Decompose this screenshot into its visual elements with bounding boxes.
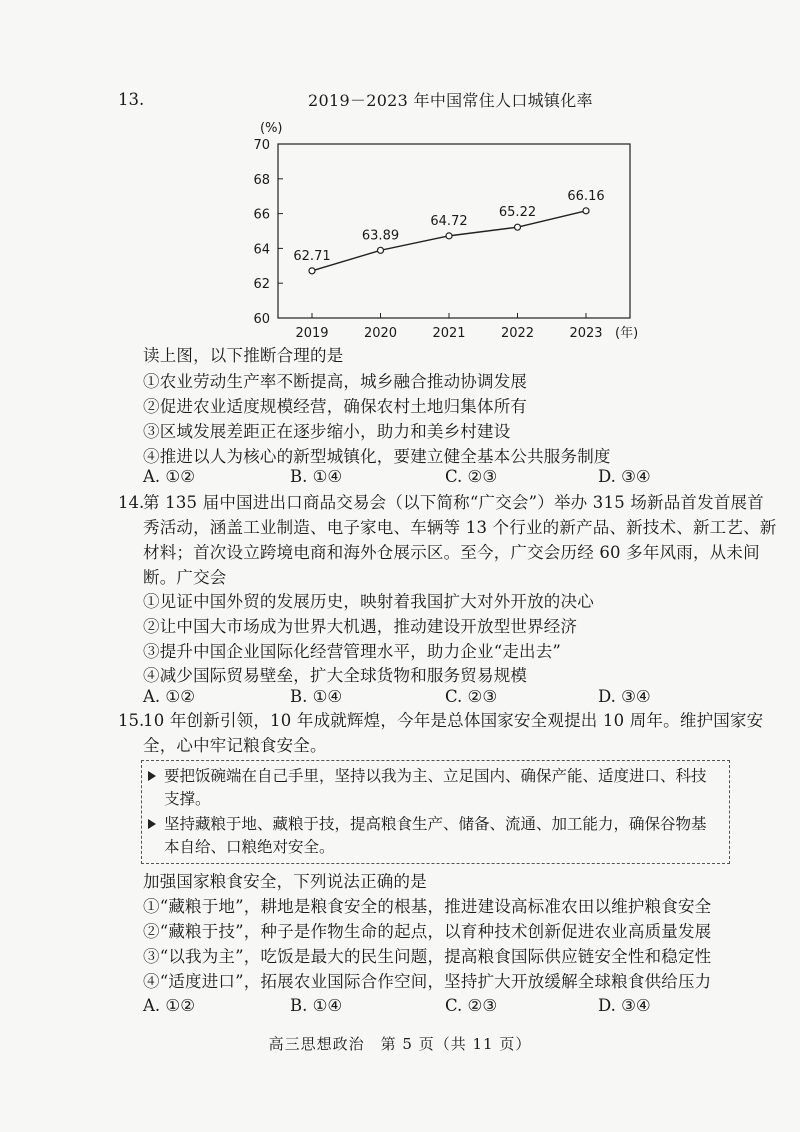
data-label: 64.72	[430, 213, 468, 229]
quote-line-3: 坚持藏粮于地、藏粮于技，提高粮食生产、储备、流通、加工能力，确保谷物基	[164, 815, 707, 833]
q15-text-line-1: 10 年创新引领，10 年成就辉煌，今年是总体国家安全观提出 10 周年。维护国家安	[143, 711, 764, 730]
x-tick-label: 2022	[500, 326, 535, 341]
q14-option-d[interactable]: D. ③④	[598, 687, 651, 706]
q15-statement-4: ④“适度进口”，拓展农业国际合作空间，坚持扩大开放缓解全球粮食供给压力	[143, 972, 712, 991]
q15-option-c[interactable]: C. ②③	[445, 996, 498, 1015]
q13-statement-1: ①农业劳动生产率不断提高，城乡融合推动协调发展	[143, 372, 528, 391]
chart-title: 2019－2023 年中国常住人口城镇化率	[308, 91, 593, 110]
quote-line-1: 要把饭碗端在自己手里，坚持以我为主、立足国内、确保产能、适度进口、科技	[164, 767, 707, 785]
question-13-number: 13.	[118, 90, 145, 109]
data-label: 62.71	[293, 248, 331, 264]
y-tick-label: 60	[253, 312, 270, 327]
q14-text-line-3: 材料；首次设立跨境电商和海外仓展示区。至今，广交会历经 60 多年风雨，从未间	[143, 543, 760, 562]
q14-statement-3: ③提升中国企业国际化经营管理水平，助力企业“走出去”	[143, 642, 562, 661]
q13-statement-3: ③区域发展差距正在逐步缩小，助力和美乡村建设	[143, 422, 511, 441]
question-15-number: 15.	[118, 711, 145, 730]
q15-statement-3: ③“以我为主”，吃饭是最大的民生问题，提高粮食国际供应链安全性和稳定性	[143, 947, 712, 966]
x-tick-label: 2021	[432, 326, 466, 341]
bullet-triangle-icon	[148, 771, 156, 781]
data-label: 65.22	[498, 205, 537, 221]
q13-option-b[interactable]: B. ①④	[290, 467, 343, 486]
q14-text-line-4: 断。广交会	[143, 568, 227, 587]
y-tick-label: 70	[253, 138, 270, 153]
y-tick-label: 62	[253, 277, 270, 293]
plot-frame	[278, 144, 630, 318]
question-14-number: 14.	[118, 493, 145, 512]
q13-option-c[interactable]: C. ②③	[445, 467, 498, 486]
q14-text-line-2: 秀活动，涵盖工业制造、电子家电、车辆等 13 个行业的新产品、新技术、新工艺、新	[143, 518, 777, 537]
data-label: 66.16	[567, 188, 605, 204]
x-ticks	[295, 313, 602, 341]
y-axis-unit: (%)	[260, 121, 283, 136]
q13-stem: 读上图，以下推断合理的是	[143, 346, 344, 365]
q15-option-d[interactable]: D. ③④	[598, 996, 651, 1015]
y-tick-label: 66	[253, 207, 270, 223]
x-tick-label: 2023	[569, 326, 603, 341]
q14-option-c[interactable]: C. ②③	[445, 687, 498, 706]
data-label: 63.89	[361, 228, 400, 244]
q14-text-line-1: 第 135 届中国进出口商品交易会（以下简称“广交会”）举办 315 场新品首发首展首	[143, 493, 764, 512]
q14-option-b[interactable]: B. ①④	[290, 687, 343, 706]
data-point	[309, 268, 315, 274]
q15-text-line-2: 全，心中牢记粮食安全。	[143, 736, 327, 755]
y-tick-label: 64	[253, 242, 270, 258]
q14-statement-4: ④减少国际贸易壁垒，扩大全球货物和服务贸易规模	[143, 666, 528, 685]
urbanization-line-chart	[230, 112, 670, 352]
q15-option-a[interactable]: A. ①②	[143, 996, 195, 1015]
q13-option-d[interactable]: D. ③④	[598, 467, 651, 486]
q15-stem: 加强国家粮食安全，下列说法正确的是	[143, 872, 427, 891]
x-axis-unit: (年)	[615, 326, 639, 341]
quote-box	[141, 760, 730, 864]
x-tick-label: 2019	[295, 326, 329, 341]
data-point	[515, 224, 521, 230]
quote-line-4: 本自给、口粮绝对安全。	[164, 838, 335, 856]
data-point	[446, 233, 452, 239]
page-footer: 高三思想政治 第 5 页（共 11 页）	[268, 1035, 532, 1053]
data-point	[583, 208, 589, 214]
bullet-triangle-icon	[148, 819, 156, 829]
q14-option-a[interactable]: A. ①②	[143, 687, 195, 706]
y-tick-label: 68	[253, 172, 270, 188]
q15-statement-2: ②“藏粮于技”，种子是作物生命的起点，以育种技术创新促进农业高质量发展	[143, 922, 712, 941]
series	[293, 189, 604, 274]
q15-statement-1: ①“藏粮于地”，耕地是粮食安全的根基，推进建设高标准农田以维护粮食安全	[143, 897, 712, 916]
q13-option-a[interactable]: A. ①②	[143, 467, 195, 486]
q14-statement-1: ①见证中国外贸的发展历史，映射着我国扩大对外开放的决心	[143, 592, 594, 611]
q14-statement-2: ②让中国大市场成为世界大机遇，推动建设开放型世界经济	[143, 617, 578, 636]
x-tick-label: 2020	[363, 326, 398, 341]
q13-statement-2: ②促进农业适度规模经营，确保农村土地归集体所有	[143, 397, 528, 416]
q13-statement-4: ④推进以人为核心的新型城镇化，要建立健全基本公共服务制度	[143, 447, 611, 466]
q15-option-b[interactable]: B. ①④	[290, 996, 343, 1015]
data-point	[378, 247, 384, 253]
quote-line-2: 支撑。	[164, 790, 211, 808]
